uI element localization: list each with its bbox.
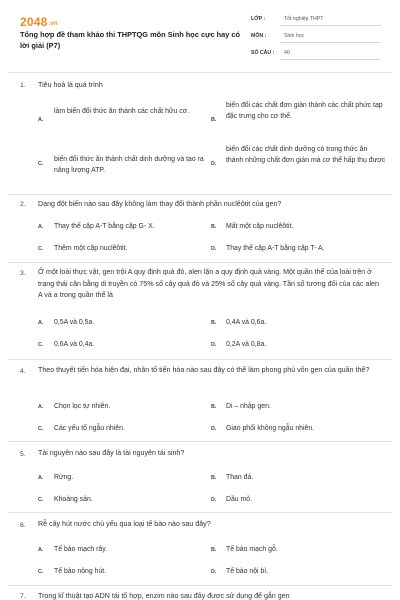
option-label: D. bbox=[211, 497, 217, 503]
question-text: Tiêu hoá là quá trình bbox=[38, 81, 103, 89]
question-divider bbox=[8, 359, 392, 360]
option-d[interactable]: Dầu mỏ. bbox=[226, 496, 253, 503]
page-title: Tổng hợp đề tham khảo thi THPTQG môn Sinh học cực hay có lời giải (P7) bbox=[20, 30, 241, 50]
option-label: C. bbox=[38, 246, 44, 252]
option-b[interactable]: Than đá. bbox=[226, 474, 254, 481]
page-header bbox=[0, 0, 400, 72]
question-text: Ở một loài thực vật, gen trội A quy định quả đỏ, alen lặn a quy định quả vàng. Một quần thể của loài trên ở trạng thái cân bằng di truyền có 75% số cây quả đỏ và 25% số cây quả vàng. Tần số tương đối của các alen A và a trong quần thể là bbox=[38, 268, 379, 299]
option-a[interactable]: 0,5A và 0,5a. bbox=[54, 319, 95, 326]
question-number: 6. bbox=[20, 522, 26, 529]
meta-subject-row bbox=[251, 30, 381, 47]
option-c[interactable]: 0,6A và 0,4a. bbox=[54, 341, 95, 348]
option-label: B. bbox=[211, 404, 217, 410]
meta-grade-label: LỚP : bbox=[251, 16, 266, 22]
option-label: A. bbox=[38, 320, 44, 326]
option-d[interactable]: Tế bào nội bì. bbox=[226, 568, 269, 575]
option-a[interactable]: Rừng. bbox=[54, 474, 74, 481]
option-d[interactable]: Giao phối không ngẫu nhiên. bbox=[226, 425, 315, 432]
exam-meta bbox=[251, 13, 381, 64]
option-b[interactable]: Di – nhập gen. bbox=[226, 403, 271, 410]
option-c[interactable]: biến đổi thức ăn thành chất dinh dưỡng và tạo ra năng lượng ATP. bbox=[54, 156, 204, 174]
option-a[interactable]: Thay thế cặp A-T bằng cặp G- X. bbox=[54, 223, 155, 230]
option-label: C. bbox=[38, 497, 44, 503]
option-label: A. bbox=[38, 224, 44, 230]
option-label: D. bbox=[211, 426, 217, 432]
option-label: B. bbox=[211, 117, 217, 123]
option-label: D. bbox=[211, 342, 217, 348]
option-b[interactable]: 0,4A và 0,6a. bbox=[226, 319, 267, 326]
question-divider bbox=[8, 194, 392, 195]
question-divider bbox=[8, 512, 392, 513]
meta-count-field bbox=[280, 47, 381, 60]
option-c[interactable]: Thêm một cặp nuclêôtit. bbox=[54, 245, 128, 252]
option-d[interactable]: Thay thế cặp A-T bằng cặp T- A. bbox=[226, 245, 325, 252]
option-label: C. bbox=[38, 569, 44, 575]
question-text: Trong kĩ thuật tạo ADN tái tổ hợp, enzim nào sau đây được sử dụng để gắn gen bbox=[38, 592, 290, 600]
option-a[interactable]: Tế bào mạch rây. bbox=[54, 546, 108, 553]
option-c[interactable]: Tế bào nông hút. bbox=[54, 568, 107, 575]
option-label: B. bbox=[211, 224, 217, 230]
option-label: D. bbox=[211, 569, 217, 575]
meta-count-label: SỐ CÂU : bbox=[251, 50, 275, 56]
question-number: 2. bbox=[20, 201, 26, 208]
meta-grade-row bbox=[251, 13, 381, 30]
option-label: B. bbox=[211, 547, 217, 553]
option-b[interactable]: Tế bào mạch gỗ. bbox=[226, 546, 278, 553]
question-text: Rễ cây hút nước chủ yếu qua loại tế bào nào sau đây? bbox=[38, 520, 211, 528]
option-label: B. bbox=[211, 320, 217, 326]
question-text: Theo thuyết tiến hóa hiện đại, nhân tố tiến hóa nào sau đây có thể làm phong phú vốn gen của quần thể? bbox=[38, 366, 370, 374]
meta-subject-label: MÔN : bbox=[251, 33, 267, 39]
option-label: B. bbox=[211, 475, 217, 481]
option-a[interactable]: làm biến đổi thức ăn thành các chất hữu cơ. bbox=[54, 108, 190, 115]
option-d[interactable]: biến đổi các chất dinh dưỡng có trong thức ăn thành những chất đơn giản mà cơ thể hấp thụ được bbox=[226, 146, 386, 164]
question-divider bbox=[8, 585, 392, 586]
option-b[interactable]: biến đổi các chất đơn giản thành các chất phức tạp đặc trưng cho cơ thể. bbox=[226, 102, 383, 120]
site-logo[interactable]: 2048.vn bbox=[20, 15, 58, 29]
meta-subject-value: Sinh học bbox=[284, 33, 305, 39]
option-label: A. bbox=[38, 547, 44, 553]
question-number: 3. bbox=[20, 270, 26, 277]
option-a[interactable]: Chọn lọc tự nhiên. bbox=[54, 403, 111, 410]
question-text: Dạng đột biến nào sau đây không làm thay đổi thành phần nuclêôtit của gen? bbox=[38, 200, 282, 208]
option-label: C. bbox=[38, 342, 44, 348]
option-b[interactable]: Mất một cặp nuclêôtit. bbox=[226, 223, 294, 230]
question-number: 1. bbox=[20, 82, 26, 89]
question-divider bbox=[8, 441, 392, 442]
option-label: A. bbox=[38, 117, 44, 123]
meta-grade-value: Tốt nghiệp THPT bbox=[284, 16, 324, 22]
option-label: D. bbox=[211, 161, 217, 167]
meta-count-row bbox=[251, 47, 381, 64]
question-number: 7. bbox=[20, 593, 26, 600]
question-number: 4. bbox=[20, 368, 26, 375]
option-label: A. bbox=[38, 475, 44, 481]
option-c[interactable]: Các yếu tố ngẫu nhiên. bbox=[54, 425, 125, 432]
header-divider bbox=[8, 72, 392, 73]
meta-count-value: 40 bbox=[284, 50, 290, 56]
question-number: 5. bbox=[20, 451, 26, 458]
option-d[interactable]: 0,2A và 0,8a. bbox=[226, 341, 267, 348]
option-label: C. bbox=[38, 426, 44, 432]
question-text: Tài nguyên nào sau đây là tài nguyên tái sinh? bbox=[38, 449, 185, 457]
option-label: C. bbox=[38, 161, 44, 167]
option-label: D. bbox=[211, 246, 217, 252]
question-divider bbox=[8, 262, 392, 263]
option-label: A. bbox=[38, 404, 44, 410]
option-c[interactable]: Khoáng sản. bbox=[54, 496, 93, 503]
